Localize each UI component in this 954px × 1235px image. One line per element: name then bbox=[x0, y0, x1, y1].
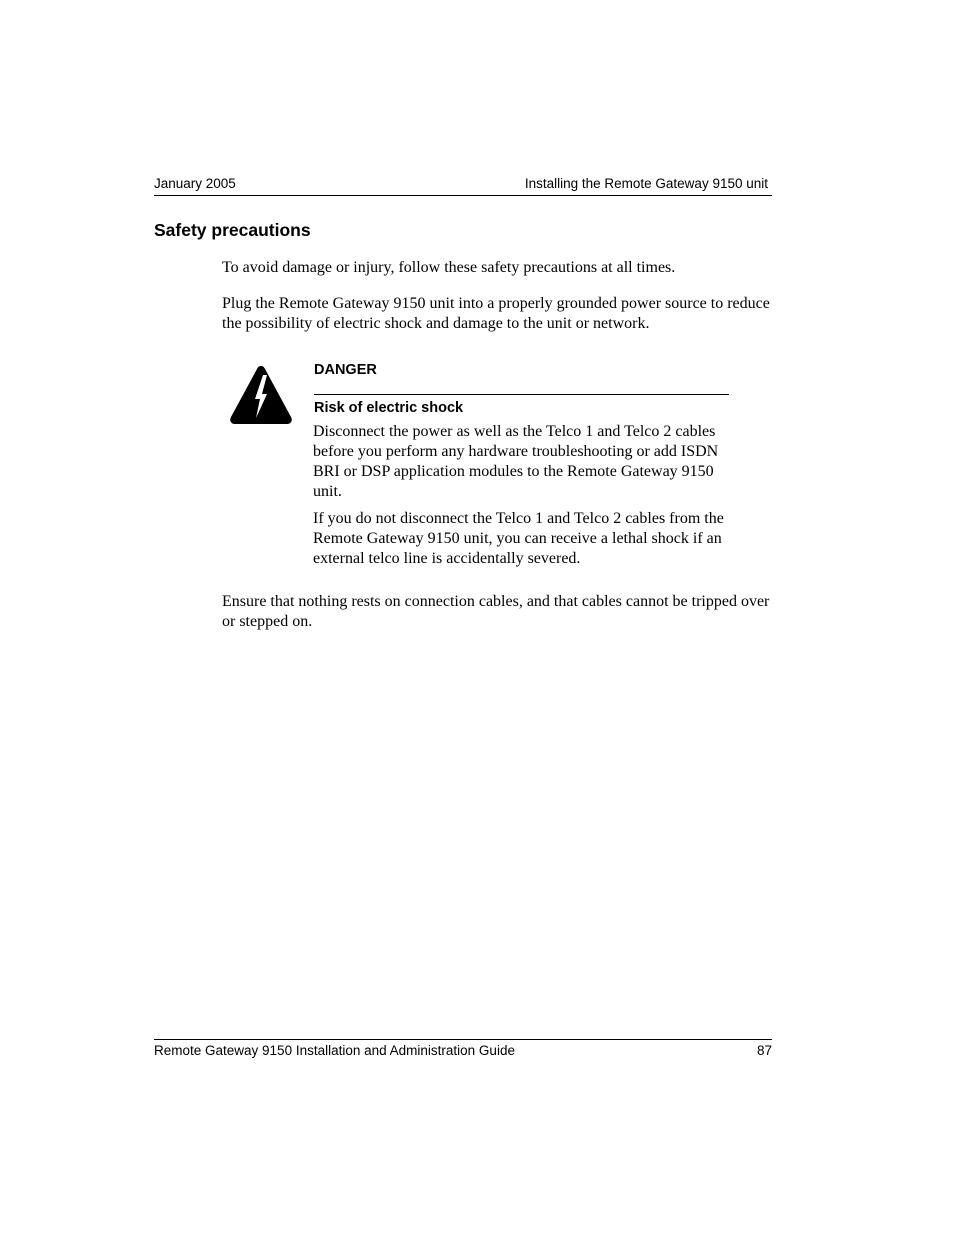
page-footer bbox=[154, 1039, 772, 1062]
header-chapter: Installing the Remote Gateway 9150 unit bbox=[524, 176, 768, 191]
grounding-paragraph: Plug the Remote Gateway 9150 unit into a properly grounded power source to reduce the possibility of electric shock and damage to the unit or network. bbox=[222, 295, 770, 332]
cables-paragraph: Ensure that nothing rests on connection cables, and that cables cannot be tripped over or stepped on. bbox=[222, 593, 770, 630]
page-number: 87 bbox=[756, 1043, 772, 1058]
danger-subtitle: Risk of electric shock bbox=[314, 400, 464, 416]
electric-shock-warning-icon bbox=[229, 364, 293, 426]
header-date: January 2005 bbox=[154, 176, 236, 191]
page-header bbox=[154, 175, 772, 196]
footer-guide-title: Remote Gateway 9150 Installation and Administration Guide bbox=[154, 1043, 515, 1058]
section-title: Safety precautions bbox=[154, 220, 311, 240]
danger-paragraph: If you do not disconnect the Telco 1 and Telco 2 cables from the Remote Gateway 9150 unit, you can receive a lethal shock if an external telco line is accidentally severed. bbox=[313, 510, 724, 567]
intro-paragraph: To avoid damage or injury, follow these safety precautions at all times. bbox=[222, 259, 676, 276]
danger-label: DANGER bbox=[314, 362, 377, 378]
danger-paragraph: Disconnect the power as well as the Telco 1 and Telco 2 cables before you perform any hardware troubleshooting or add ISDN BRI or DSP application modules to the Remote Gateway 9150 unit. bbox=[313, 423, 719, 500]
danger-divider bbox=[314, 394, 729, 395]
